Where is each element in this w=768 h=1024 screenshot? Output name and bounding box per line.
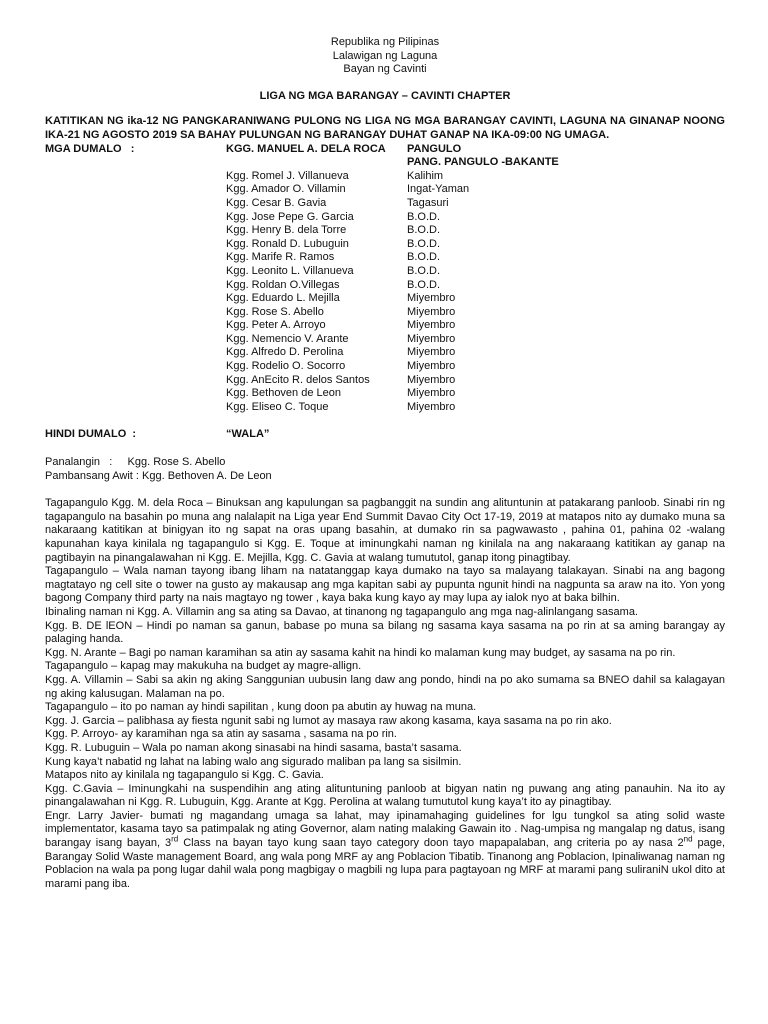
member-row [45, 333, 667, 347]
member-row [45, 387, 667, 401]
member-row [45, 374, 667, 388]
minutes-paragraph: Tagapangulo – Wala naman tayong ibang liham na natatanggap kaya dumako na tayo sa malayang talakayan. Sinabi na ang bagong magtatayo ng cell site o tower na gusto ay makausap ang mga kapitan sabi ay pupunta ngunit hindi na nagpunta sa araw na ito. Yon yong bagong Company third party na nais magtayo ng tower , kaya baka kung kayo ay may lupa ay ialok nyo at baka bilhin. [45, 565, 725, 605]
member-row [45, 319, 667, 333]
minutes-paragraph: Kgg. P. Arroyo- ay karamihan nga sa atin ay sasama , sasama na po rin. [45, 728, 397, 741]
member-name: Kgg. Peter A. Arroyo [226, 319, 326, 332]
member-name: Kgg. Roldan O.Villegas [226, 278, 340, 291]
letterhead-province: Lalawigan ng Laguna [332, 49, 438, 62]
chair-name: KGG. MANUEL A. DELA ROCA [226, 142, 386, 155]
vice-chair-role: PANG. PANGULO -BAKANTE [407, 156, 559, 169]
minutes-paragraph: Matapos nito ay kinilala ng tagapangulo si Kgg. C. Gavia. [45, 769, 324, 782]
letterhead-republic: Republika ng Pilipinas [330, 36, 440, 48]
member-role: Miyembro [407, 400, 456, 413]
member-name: Kgg. Rodelio O. Socorro [226, 360, 346, 373]
absent-section [45, 428, 725, 442]
member-name: Kgg. Rose S. Abello [226, 305, 324, 318]
member-name: Kgg. Amador O. Villamin [226, 183, 346, 196]
member-row [45, 251, 667, 265]
member-name: Kgg. Eliseo C. Toque [226, 400, 329, 413]
member-name: Kgg. Romel J. Villanueva [226, 169, 349, 182]
attendance-row [45, 143, 667, 157]
minutes-paragraph: Tagapangulo – kapag may makukuha na budget ay magre-allign. [45, 660, 362, 673]
prayer-line: Panalangin : Kgg. Rose S. Abello [45, 456, 226, 469]
member-row [45, 346, 667, 360]
member-row [45, 401, 667, 415]
member-row [45, 170, 667, 184]
member-role: Miyembro [407, 332, 456, 345]
member-role: Miyembro [407, 292, 456, 305]
member-row [45, 292, 667, 306]
letterhead-municipality: Bayan ng Cavinti [343, 63, 427, 76]
member-row [45, 224, 667, 238]
member-role: Miyembro [407, 373, 456, 386]
minutes-paragraph: Kgg. A. Villamin – Sabi sa akin ng aking Sanggunian uubusin lang daw ang pondo, hindi na po ako sumama sa BNEO dahil sa kalagayan ng aking kalusugan. Malaman na po. [45, 673, 725, 700]
minutes-paragraph: Kgg. R. Lubuguin – Wala po naman akong sinasabi na hindi sasama, basta’t sasama. [45, 741, 462, 754]
member-row [45, 265, 667, 279]
chair-role: PANGULO [407, 142, 462, 155]
member-name: Kgg. Bethoven de Leon [226, 387, 341, 400]
member-name: Kgg. Leonito L. Villanueva [226, 264, 354, 277]
member-row [45, 279, 667, 293]
minutes-paragraph: Tagapangulo – ito po naman ay hindi sapilitan , kung doon pa abutin ay huwag na muna. [45, 701, 477, 714]
attendance-row [45, 156, 667, 170]
minutes-paragraph: Tagapangulo Kgg. M. dela Roca – Binuksan ang kapulungan sa pagbanggit na sundin ang alituntunin at patakarang panloob. Sinabi rin ng tagapangulo na basahin po muna ang nalalapit na Liga year End Summit Davao City Oct 17-19, 2019 at matapos nito ay dumako muna sa nakaraang katitikan at binigyan ito ng sapat na oras upang basahin, at dumako rin sa pagwawasto , pahina 01, pahina 02 -walang kapunahan kaya kinilala ng tagapangulo si Kgg. E. Toque at iminungkahi naman ng kinilala na ang nakaraang katitikan ay ganap na pagtibayin na pinangalawahan ni Kgg. E. Mejilla, Kgg. C. Gavia at walang tumututol, ganap itong pinagtibay. [45, 497, 725, 564]
member-role: B.O.D. [407, 251, 441, 264]
letterhead [45, 36, 725, 77]
member-name: Kgg. Henry B. dela Torre [226, 224, 347, 237]
program-section [45, 456, 725, 483]
attendance-table [45, 143, 667, 415]
member-role: Ingat-Yaman [407, 183, 470, 196]
member-name: Kgg. Nemencio V. Arante [226, 332, 349, 345]
minutes-paragraph: Ibinaling naman ni Kgg. A. Villamin ang sa ating sa Davao, at tinanong ng tagapangulo ang mga nag-alinlangang sasama. [45, 605, 638, 618]
minutes-paragraph: Kung kaya’t nabatid ng lahat na labing walo ang sigurado maliban pa lang sa sisilmin. [45, 755, 462, 768]
member-role: B.O.D. [407, 278, 441, 291]
member-role: Miyembro [407, 305, 456, 318]
member-row [45, 306, 667, 320]
member-role: Miyembro [407, 387, 456, 400]
member-name: Kgg. Eduardo L. Mejilla [226, 292, 340, 305]
minutes-caption: KATITIKAN NG ika-12 NG PANGKARANIWANG PULONG NG LIGA NG MGA BARANGAY CAVINTI, LAGUNA NA GINANAP NOONG IKA-21 NG AGOSTO 2019 SA BAHAY PULUNGAN NG BARANGAY DUHAT GANAP NA IKA-09:00 NG UMAGA. [45, 115, 725, 141]
member-role: B.O.D. [407, 237, 441, 250]
member-name: Kgg. AnEcito R. delos Santos [226, 373, 370, 386]
member-role: Miyembro [407, 360, 456, 373]
document-title: LIGA NG MGA BARANGAY – CAVINTI CHAPTER [259, 89, 511, 102]
member-role: Miyembro [407, 346, 456, 359]
minutes-paragraphs [45, 497, 725, 810]
minutes-paragraph: Kgg. B. DE lEON – Hindi po naman sa ganun, babase po muna sa bilang ng sasama kaya sasama na po rin at sa aming barangay ay palaging handa. [45, 619, 725, 646]
absent-value: “WALA” [226, 428, 270, 441]
minutes-paragraph: Kgg. N. Arante – Bagi po naman karamihan sa atin ay sasama kahit na hindi ko malaman kung may budget, ay sasama na po rin. [45, 646, 676, 659]
member-row [45, 197, 667, 211]
member-row [45, 360, 667, 374]
document-page [45, 36, 725, 891]
minutes-paragraph: Kgg. C.Gavia – Iminungkahi na suspendihin ang ating alituntuning panloob at bigyan natin ng puwang ang ating panauhin. Na ito ay pinangalawahan ni Kgg. R. Lubuguin, Kgg. Arante at Kgg. Perolina at walang tumututol kung kaya’t ito ay pinagtibay. [45, 782, 725, 809]
member-row [45, 183, 667, 197]
minutes-paragraph: Kgg. J. Garcia – palibhasa ay fiesta ngunit sabi ng lumot ay masaya raw akong kasama, kaya sasama na po rin ako. [45, 714, 612, 727]
minutes-body [45, 497, 725, 891]
member-name: Kgg. Marife R. Ramos [226, 251, 335, 264]
member-role: B.O.D. [407, 224, 441, 237]
member-name: Kgg. Cesar B. Gavia [226, 196, 327, 209]
engineer-paragraph: Engr. Larry Javier- bumati ng magandang umaga sa lahat, may ipinamahaging guidelines for lgu tungkol sa ating solid waste implementator, kasama tayo sa patimpalak ng ating Governor, alam nating malaking Gawain ito . Nag-umpisa ng mangalap ng datus, isang barangay isang bayan, 3rd Class na bayan tayo kung saan tayo category doon tayo mapapalaban, ang criteria po ay nasa 2nd page, Barangay Solid Waste management Board, ang wala pong MRF ay ang Poblacion Tibatib. Tinanong ang Poblacion, Ipinaliwanag naman ng Poblacion na wala pa pong lugar dahil wala pong magbigay o magbili ng lupa para pagtayoan ng MRF at marami pang suliraniN ukol dito at marami pang iba. [45, 809, 725, 890]
member-role: B.O.D. [407, 210, 441, 223]
member-role: Miyembro [407, 319, 456, 332]
member-name: Kgg. Ronald D. Lubuguin [226, 237, 349, 250]
member-role: Tagasuri [407, 196, 449, 209]
member-row [45, 238, 667, 252]
attendance-label: MGA DUMALO : [45, 142, 135, 155]
absent-label: HINDI DUMALO : [45, 428, 137, 441]
member-name: Kgg. Alfredo D. Perolina [226, 346, 344, 359]
member-name: Kgg. Jose Pepe G. Garcia [226, 210, 354, 223]
member-row [45, 211, 667, 225]
member-role: Kalihim [407, 169, 444, 182]
member-role: B.O.D. [407, 264, 441, 277]
members-list [45, 170, 667, 415]
anthem-line: Pambansang Awit : Kgg. Bethoven A. De Leon [45, 469, 272, 482]
